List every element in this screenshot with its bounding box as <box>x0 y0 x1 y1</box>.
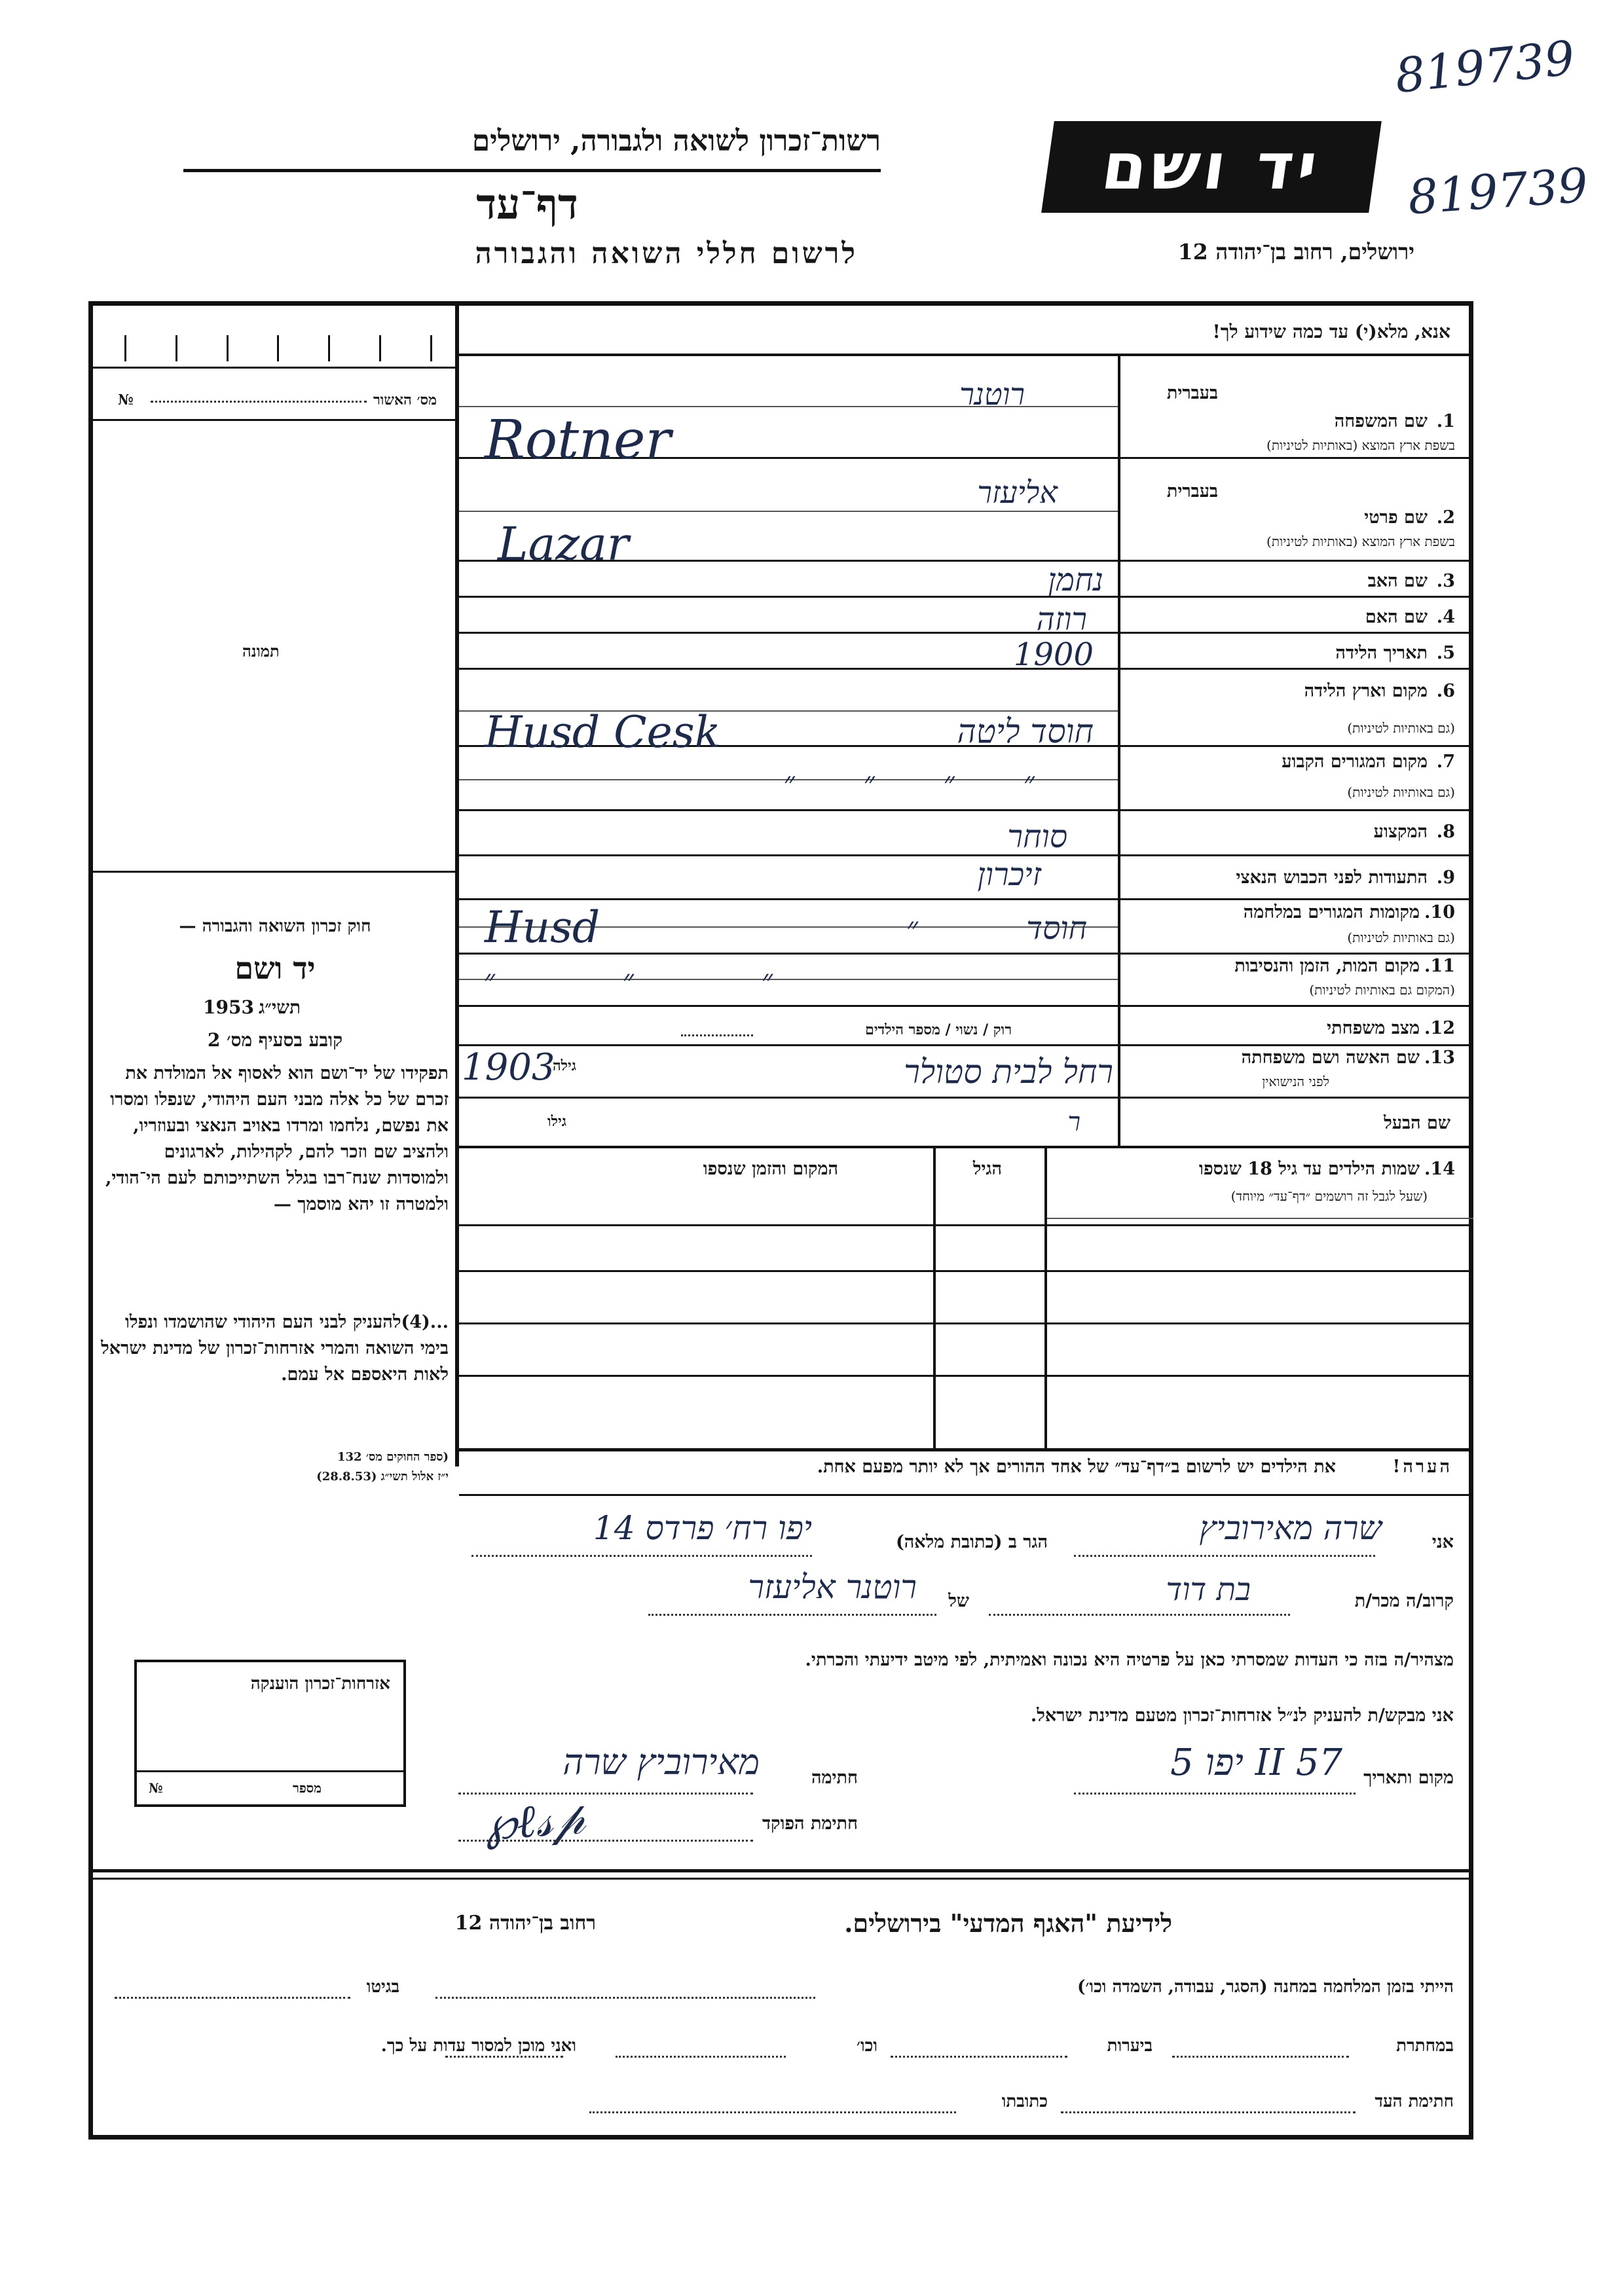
footer-etc-field[interactable] <box>616 2056 786 2058</box>
field-8-number: 8. <box>1436 822 1455 842</box>
field-11-number: 11. <box>1424 956 1455 976</box>
field-5-number: 5. <box>1436 643 1455 663</box>
yad-vashem-logo <box>1041 121 1382 213</box>
left-column-divider <box>455 301 459 1467</box>
cert-label: מס׳ האשור <box>373 392 437 409</box>
place-date-value[interactable]: יפו 5 II 57 <box>1170 1741 1342 1784</box>
field-1-sub: בשפת ארץ המוצא (באותיות לטיניות) <box>1266 437 1455 453</box>
surname-latin-value[interactable]: Rotner <box>485 409 671 471</box>
of-field <box>648 1614 936 1616</box>
field-2-number: 2. <box>1436 507 1455 528</box>
page-title: דף־עד <box>476 180 578 229</box>
memorial-citizenship-box <box>134 1660 406 1807</box>
mother-name-value[interactable]: רוזה <box>1036 601 1087 638</box>
law-year-hebrew: תשי״ג <box>259 996 301 1018</box>
relation-value[interactable]: בת דוד <box>1166 1571 1251 1608</box>
declarant-address-field <box>471 1555 812 1557</box>
cert-number-field[interactable] <box>151 401 367 403</box>
field-6-sub: (גם באותיות לטיניות) <box>1347 720 1455 736</box>
field-3-label: שם האב <box>1367 571 1428 591</box>
birthplace-hebrew-value[interactable]: חוסד ליטה <box>957 712 1094 750</box>
wife-age-label: גילה <box>553 1057 576 1074</box>
birth-date-value[interactable]: 1900 <box>1013 636 1094 673</box>
signature-value[interactable]: מאירוביץ שרה <box>563 1741 760 1783</box>
signature-label: חתימה <box>811 1768 858 1788</box>
law-year: 1953 <box>203 996 254 1018</box>
field-5-label: תאריך הלידה <box>1335 643 1428 663</box>
children-count-field[interactable] <box>681 1034 753 1036</box>
footer-ghetto: בגיטו <box>366 1977 399 1997</box>
place-date-label: מקום ותאריך <box>1363 1768 1454 1788</box>
field-2-label: שם פרטי <box>1364 507 1428 528</box>
field-13-number: 13. <box>1424 1048 1455 1068</box>
residence-value[interactable]: ״ ״ ״ ״ <box>783 765 1035 800</box>
field-1-label: שם המשפחה <box>1334 411 1428 431</box>
place-date-field <box>1074 1793 1356 1795</box>
field-9-number: 9. <box>1436 867 1455 888</box>
note-text: את הילדים יש לרשום ב״דף־עד״ של אחד ההורים אך לא יותר מפעם אחת. <box>817 1457 1336 1477</box>
field-13-sub: לפני הנישואין <box>1262 1074 1329 1089</box>
field-10-label: מקומות המגורים במלחמה <box>1243 902 1420 922</box>
official-signature-scribble: ℘ℓ𝓈𝓅 <box>483 1790 587 1851</box>
of-label: של <box>948 1591 969 1611</box>
footer-witness-sig-field[interactable] <box>1061 2111 1356 2113</box>
children-age-header: הגיל <box>972 1159 1002 1179</box>
field-2-heb-tag: בעברית <box>1166 481 1218 501</box>
authority-name: רשות־זכרון לשואה ולגבורה, ירושלים <box>471 124 881 158</box>
father-name-value[interactable]: נחמן <box>1048 562 1103 598</box>
memorial-number-sign: № <box>149 1780 163 1796</box>
firstname-latin-value[interactable]: Lazar <box>498 517 629 571</box>
wife-birth-year-value[interactable]: 1903 <box>462 1046 555 1089</box>
footer-forests: ביערות <box>1107 2036 1153 2056</box>
law-title: חוק זכרון השואה והגבורה — <box>179 917 371 936</box>
request-text: אני מבקש/ת להעניק לנ״ל אזרחות־זכרון מטעם מדינת ישראל. <box>1030 1705 1454 1726</box>
label-column-divider <box>1118 354 1120 1146</box>
official-signature-label: חתימת הפוקד <box>762 1813 858 1834</box>
marital-options[interactable]: רוק / נשוי / מספר הילדים <box>865 1021 1012 1038</box>
cert-no-sign: № <box>118 392 134 409</box>
profession-value[interactable]: סוחר <box>1007 818 1067 855</box>
surname-hebrew-value[interactable]: רוטנר <box>959 376 1025 412</box>
field-11-label: מקום המות, הזמן והנסיבות <box>1234 956 1420 976</box>
husband-label: שם הבעל <box>1384 1113 1450 1133</box>
law-source: (ספר החוקים מס׳ 132 <box>337 1450 449 1464</box>
page-subtitle: לרשום חללי השואה והגבורה <box>475 237 858 270</box>
war-residence-hebrew-value[interactable]: חוסד ״ <box>906 910 1087 947</box>
official-signature-field <box>458 1840 753 1842</box>
field-13-label: שם האשה ושם משפחתה <box>1241 1048 1420 1068</box>
children-sub: (שעל לגבל זה רושמים ״דף־עד״ מיוחד) <box>1230 1188 1428 1204</box>
declarant-name-field <box>1074 1555 1375 1557</box>
war-residence-latin-value[interactable]: Husd <box>485 902 600 953</box>
prewar-status-value[interactable]: זיכרון <box>977 856 1041 893</box>
of-value[interactable]: רוטנר אליעזר <box>748 1568 917 1606</box>
law-name: יד ושם <box>234 951 316 986</box>
memorial-title: אזרחות־זכרון הוענקה <box>250 1674 390 1694</box>
cert-row-line <box>93 367 455 369</box>
footer-ready-field <box>445 2056 563 2058</box>
field-12-number: 12. <box>1424 1018 1455 1038</box>
children-place-header: המקום והזמן שנספו <box>703 1159 838 1179</box>
field-6-label: מקום וארץ הלידה <box>1304 681 1428 701</box>
footer-camp-field[interactable] <box>435 1997 815 1999</box>
logo-text: יד ושם <box>1097 130 1326 204</box>
footer-underground-field[interactable] <box>1172 2056 1349 2058</box>
field-4-number: 4. <box>1436 607 1455 627</box>
footer-underground: במחתרת <box>1396 2036 1454 2056</box>
field-7-label: מקום המגורים הקבוע <box>1282 752 1428 772</box>
declarant-ani: אני <box>1431 1532 1454 1552</box>
declaration-text: מצהיר/ה בזה כי העדות שמסרתי כאן על פרטיה היא נכונה ואמיתית, לפי מיטב ידיעתי והכרתי. <box>805 1650 1454 1670</box>
footer-forests-field[interactable] <box>891 2056 1067 2058</box>
field-1-heb-tag: בעברית <box>1166 383 1218 403</box>
husband-value[interactable]: ר <box>1067 1107 1080 1137</box>
address: ירושלים, רחוב בן־יהודה 12 <box>1177 239 1414 264</box>
footer-ghetto-field[interactable] <box>115 1997 350 1999</box>
law-clause: קובע בסעיף מס׳ 2 <box>207 1029 343 1051</box>
footer-ready: ואני מוכן למסור עדות על כך. <box>380 2036 576 2056</box>
cert-bottom-line <box>93 419 455 421</box>
signature-field <box>458 1793 753 1795</box>
form-frame <box>88 301 1473 2140</box>
footer-his-address: כתובתו <box>1001 2092 1048 2111</box>
footer-his-address-field[interactable] <box>589 2111 956 2113</box>
field-10-sub: (גם באותיות לטיניות) <box>1347 930 1455 945</box>
law-text-2: ...(4)להעניק לבני העם היהודי שהושמדו ונפלו בימי השואה והמרי אזרחות־זכרון של מדינת ישראל לאות היאספם אל עמם. <box>101 1312 449 1385</box>
death-place-value[interactable]: ״ ״ ״ <box>483 962 773 998</box>
field-1-number: 1. <box>1436 411 1455 431</box>
instruction-text: אנא, מלא(י) עד כמה שידוע לך! <box>1212 321 1450 342</box>
relation-label: קרוב/ה מכר/ת <box>1354 1591 1454 1611</box>
footer-address: רחוב בן־יהודה 12 <box>454 1912 596 1935</box>
footer-title: לידיעת "האגף המדעי" בירושלים. <box>844 1908 1172 1938</box>
husband-age-label: גילו <box>547 1113 566 1130</box>
authority-underline <box>183 169 881 172</box>
instruction-divider <box>459 354 1473 356</box>
declarant-address-value[interactable]: יפו רח׳ פרדס 14 <box>593 1509 812 1547</box>
field-9-label: התעודות לפני הכבוש הנאצי <box>1236 867 1428 888</box>
children-number: 14. <box>1424 1159 1455 1179</box>
field-11-sub: (המקום גם באותיות לטיניות) <box>1309 982 1455 998</box>
firstname-hebrew-value[interactable]: אליעזר <box>977 475 1058 510</box>
field-7-sub: (גם באותיות לטיניות) <box>1347 784 1455 800</box>
cert-boxes <box>124 335 432 361</box>
stamp-number-top: 819739 <box>1392 29 1578 104</box>
photo-bottom-line <box>93 871 455 873</box>
field-8-label: המקצוע <box>1373 822 1428 842</box>
children-title: שמות הילדים עד גיל 18 שנספו <box>1199 1159 1420 1179</box>
footer-line1: הייתי בזמן המלחמה במחנה (הסגר, עבודה, השמדה וכו׳) <box>1077 1977 1454 1997</box>
birthplace-latin-value[interactable]: Husd Cesk <box>485 707 721 757</box>
field-2-sub: בשפת ארץ המוצא (באותיות לטיניות) <box>1266 534 1455 549</box>
note-label: הערה! <box>1392 1457 1452 1477</box>
law-source-date: י״ז אלול תשי״ג (28.8.53) <box>316 1470 449 1484</box>
law-text: תפקידו של יד־ושם הוא לאסוף אל המולדת את זכרם של כל אלה מבני העם היהודי, שנפלו ומסרו את נפשם, נלחמו ומרדו באויב הנאצי ובעוזריו, ולהציב שם וזכר להם, לקהילות, לארגונים ולמוסדות שנח־רבו בגלל השתייכותם לעם הי־הודי, ולמטרה זו יהא מוסמך — <box>105 1063 449 1214</box>
memorial-number-label: מספר <box>293 1780 322 1796</box>
stamp-number-bottom: 819739 <box>1406 157 1590 225</box>
field-6-number: 6. <box>1436 681 1455 701</box>
wife-name-value[interactable]: רחל לבית סטולר <box>904 1053 1113 1091</box>
relation-field <box>989 1614 1290 1616</box>
field-12-label: מצב משפחתי <box>1327 1018 1420 1038</box>
resides-label: הגר ב (כתובת מלאה) <box>895 1532 1048 1552</box>
field-7-number: 7. <box>1436 752 1455 772</box>
field-3-number: 3. <box>1436 571 1455 591</box>
field-4-label: שם האם <box>1365 607 1428 627</box>
declarant-name-value[interactable]: שרה מאירוביץ <box>1199 1509 1382 1547</box>
field-10-number: 10. <box>1424 902 1455 922</box>
photo-label: תמונה <box>242 642 280 661</box>
footer-etc: וכו׳ <box>856 2036 877 2056</box>
footer-witness-sig: חתימת העד <box>1375 2092 1454 2111</box>
